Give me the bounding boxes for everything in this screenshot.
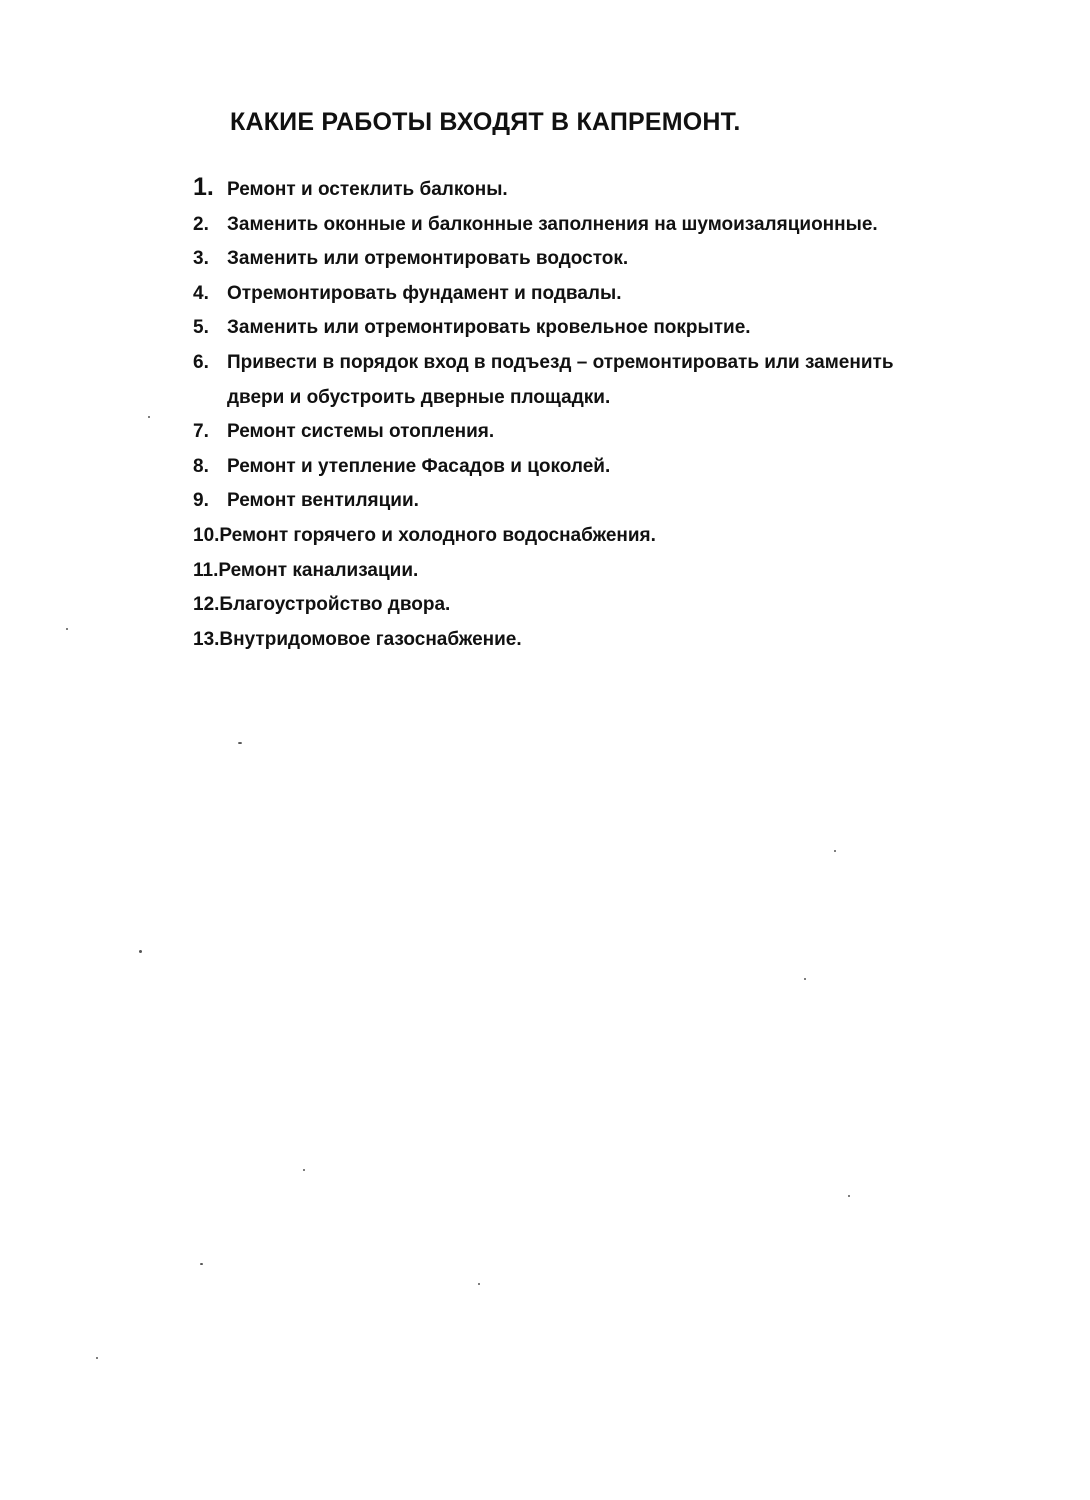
item-text: Ремонт вентиляции. xyxy=(227,490,419,512)
scan-speck xyxy=(238,742,242,744)
item-number: 11. xyxy=(193,559,219,581)
list-item xyxy=(193,170,1053,208)
list-item xyxy=(193,519,1053,554)
scan-speck xyxy=(834,850,836,852)
item-number: 4. xyxy=(193,282,209,304)
list-item xyxy=(193,484,1053,519)
item-number: 10. xyxy=(193,524,220,546)
item-text: Ремонт и остеклить балконы. xyxy=(227,179,508,200)
item-text: Благоустройство двора. xyxy=(219,594,451,616)
list-item xyxy=(193,311,1053,346)
list-item xyxy=(193,588,1053,623)
scan-speck xyxy=(200,1263,203,1265)
item-text: Ремонт и утепление Фасадов и цоколей. xyxy=(227,455,611,477)
item-text: Заменить оконные и балконные заполнения на шумоизаляционные. xyxy=(227,213,878,235)
item-number: 12. xyxy=(193,594,220,616)
item-number: 8. xyxy=(193,455,209,477)
list-item xyxy=(193,450,1053,485)
list-item xyxy=(193,346,1053,415)
list-item xyxy=(193,415,1053,450)
item-number: 13. xyxy=(193,628,220,650)
list-item xyxy=(193,242,1053,277)
list-item xyxy=(193,623,1053,658)
item-text: Ремонт горячего и холодного водоснабжения. xyxy=(219,524,656,546)
item-text: Заменить или отремонтировать водосток. xyxy=(227,248,629,270)
item-number: 1. xyxy=(193,173,214,201)
item-text: Привести в порядок вход в подъезд – отремонтировать или заменить xyxy=(227,351,894,373)
item-number: 7. xyxy=(193,421,209,443)
item-text: Ремонт канализации. xyxy=(218,559,419,581)
item-text-continuation: двери и обустроить дверные площадки. xyxy=(227,386,611,408)
scan-speck xyxy=(848,1195,850,1197)
item-number: 2. xyxy=(193,213,209,235)
scan-speck xyxy=(96,1357,98,1359)
list-item xyxy=(193,208,1053,243)
list-item xyxy=(193,554,1053,589)
item-number: 9. xyxy=(193,490,209,512)
item-text: Заменить или отремонтировать кровельное покрытие. xyxy=(227,317,751,339)
list-item xyxy=(193,277,1053,312)
item-number: 6. xyxy=(193,351,209,373)
scan-speck xyxy=(66,628,68,630)
scan-speck xyxy=(148,416,150,418)
item-text: Отремонтировать фундамент и подвалы. xyxy=(227,282,622,304)
scan-speck xyxy=(804,978,806,980)
item-text: Ремонт системы отопления. xyxy=(227,421,495,443)
document-title: КАКИЕ РАБОТЫ ВХОДЯТ В КАПРЕМОНТ. xyxy=(230,108,741,136)
item-number: 5. xyxy=(193,317,209,339)
works-list xyxy=(193,170,1053,657)
item-text: Внутридомовое газоснабжение. xyxy=(219,628,522,650)
scan-speck xyxy=(303,1169,305,1171)
scan-speck xyxy=(478,1283,480,1285)
scan-speck xyxy=(139,950,142,953)
item-number: 3. xyxy=(193,248,209,270)
